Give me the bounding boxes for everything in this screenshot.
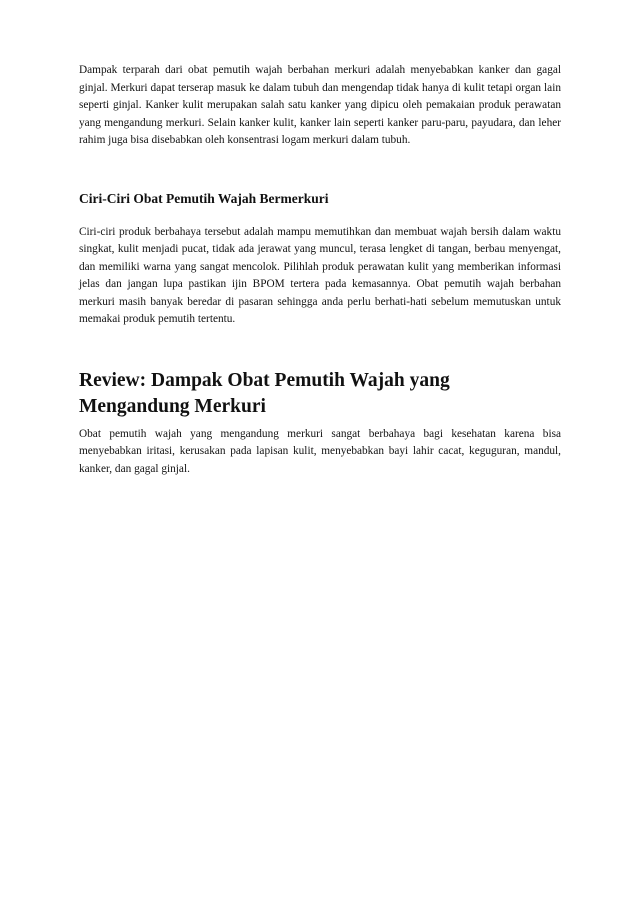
ciri-paragraph: Ciri-ciri produk berbahaya tersebut adalah mampu memutihkan dan membuat wajah bersih dalam waktu singkat, kulit menjadi pucat, tidak ada jerawat yang muncul, terasa lengket di tangan, berbau menyengat, dan memiliki warna yang sangat mencolok. Pilihlah produk perawatan kulit yang memberikan informasi jelas dan jangan lupa pastikan ijin BPOM tertera pada kemasannya. Obat pemutih wajah berbahan merkuri masih banyak beredar di pasaran sehingga anda perlu berhati-hati sebelum memutuskan untuk memakai produk pemutih tertentu. bbox=[79, 225, 561, 325]
ciri-heading: Ciri-Ciri Obat Pemutih Wajah Bermerkuri bbox=[79, 190, 329, 206]
document-page bbox=[79, 62, 561, 478]
review-heading: Review: Dampak Obat Pemutih Wajah yang Mengandung Merkuri bbox=[79, 369, 450, 417]
review-paragraph: Obat pemutih wajah yang mengandung merkuri sangat berbahaya bagi kesehatan karena bisa menyebabkan iritasi, kerusakan pada lapisan kulit, menyebabkan bayi lahir cacat, keguguran, mandul, kanker, dan gagal ginjal. bbox=[79, 427, 561, 475]
intro-paragraph: Dampak terparah dari obat pemutih wajah berbahan merkuri adalah menyebabkan kanker dan gagal ginjal. Merkuri dapat terserap masuk ke dalam tubuh dan mengendap tidak hanya di kulit tetapi organ lain seperti ginjal. Kanker kulit merupakan salah satu kanker yang dipicu oleh pemakaian produk perawatan yang mengandung merkuri. Selain kanker kulit, kanker lain seperti kanker paru-paru, payudara, dan leher rahim juga bisa disebabkan oleh konsentrasi logam merkuri dalam tubuh. bbox=[79, 64, 561, 146]
